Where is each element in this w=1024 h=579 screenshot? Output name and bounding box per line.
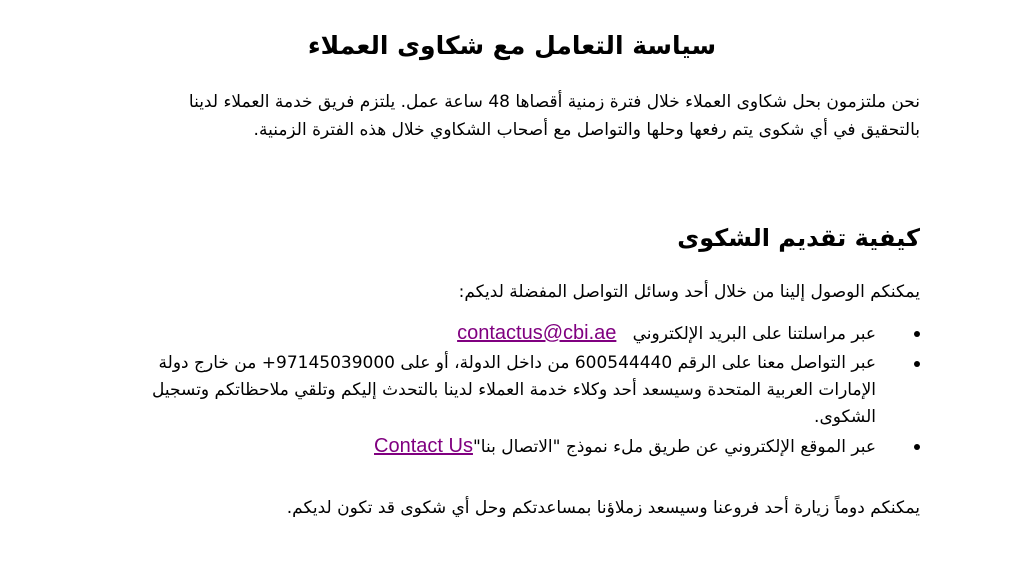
section-title: كيفية تقديم الشكوى (677, 224, 920, 252)
list-item-website (130, 433, 920, 461)
phone-item-text-b: من خارج دولة الإمارات العربية المتحدة وسيسعد أحد وكلاء خدمة العملاء لدينا بالتحدث إليكم وتلقي ملاحظاتكم وتسجيل الشكوى. (152, 353, 876, 427)
email-link[interactable]: contactus@cbi.ae (457, 322, 617, 344)
list-item-phone (130, 350, 920, 431)
website-item-text: عبر الموقع الإلكتروني عن طريق ملء نموذج "الاتصال بنا" (472, 437, 876, 457)
email-item-text: عبر مراسلتنا على البريد الإلكتروني (632, 324, 876, 344)
intl-phone-number: +97145039000 (261, 353, 395, 373)
contact-methods-list (130, 320, 920, 463)
bullet-icon (914, 444, 920, 450)
list-item-email (130, 320, 920, 348)
phone-item-text-a: عبر التواصل معنا على الرقم 600544440 من داخل الدولة، أو على (395, 353, 876, 373)
intro-paragraph: نحن ملتزمون بحل شكاوى العملاء خلال فترة زمنية أقصاها 48 ساعة عمل. يلتزم فريق خدمة العملاء لدينا بالتحقيق في أي شكوى يتم رفعها وحلها والتواصل مع أصحاب الشكاوي خلال هذه الفترة الزمنية. (188, 92, 920, 140)
bullet-icon (914, 331, 920, 337)
closing-paragraph: يمكنكم دوماً زيارة أحد فروعنا وسيسعد زملاؤنا بمساعدتكم وحل أي شكوى قد تكون لديكم. (286, 498, 920, 518)
document-title: سياسة التعامل مع شكاوى العملاء (307, 31, 717, 60)
contact-us-link[interactable]: Contact Us (374, 435, 473, 457)
lead-paragraph: يمكنكم الوصول إلينا من خلال أحد وسائل التواصل المفضلة لديكم: (458, 282, 920, 302)
bullet-icon (914, 361, 920, 367)
